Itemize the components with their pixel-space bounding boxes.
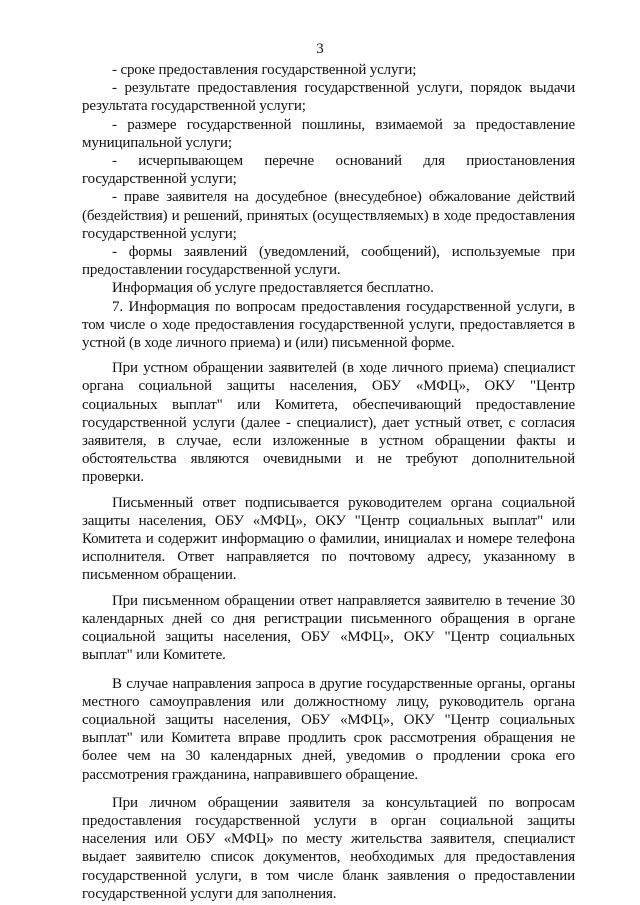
page-number: 3 (316, 41, 324, 57)
paragraph-written-answer: Письменный ответ подписывается руководителем органа социальной защиты населения, ОБУ «МФЦ», ОКУ "Центр социальных выплат" или Комитета и содержит информацию о фамилии, инициалах и номере телефона исполнителя. Ответ направляется по почтовому адресу, указанному в письменном обращении. (82, 494, 575, 584)
paragraph-service-result: - результате предоставления государственной услуги, порядок выдачи результата государственной услуги; (82, 80, 575, 115)
paragraph-application-forms: - формы заявлений (уведомлений, сообщений), используемые при предоставлении государственной услуги. (82, 244, 575, 279)
paragraph-request-extension: В случае направления запроса в другие государственные органы, органы местного самоуправления или должностному лицу, руководитель органа социальной защиты населения, ОБУ «МФЦ», ОКУ "Центр социальных выплат" или Комитета вправе продлить срок рассмотрения обращения не более чем на 30 календарных дней, уведомив о продлении срока его рассмотрения гражданина, направившего обращение. (82, 675, 575, 783)
paragraph-appeal-right: - праве заявителя на досудебное (внесудебное) обжалование действий (бездействия) и решений, принятых (осуществляемых) в ходе предоставления государственной услуги; (82, 189, 575, 242)
paragraph-personal-consultation: При личном обращении заявителя за консультацией по вопросам предоставления государственной услуги в орган социальной защиты населения или ОБУ «МФЦ» по месту жительства заявителя, специалист выдает заявителю список документов, необходимых для предоставления государственной услуги, в том числе бланк заявления о предоставлении государственной услуги для заполнения. (82, 794, 575, 902)
paragraph-oral-request: При устном обращении заявителей (в ходе личного приема) специалист органа социальной защиты населения, ОБУ «МФЦ», ОКУ "Центр социальных выплат" или Комитета, обеспечивающий предоставление государственной услуги (далее - специалист), дает устный ответ, с согласия заявителя, в случае, если изложенные в устном обращении факты и обстоятельства являются очевидными и не требуют дополнительной проверки. (82, 360, 575, 486)
paragraph-suspension-grounds: - исчерпывающем перечне оснований для приостановления государственной услуги; (82, 153, 575, 188)
paragraph-item-7: 7. Информация по вопросам предоставления государственной услуги, в том числе о ходе предоставления государственной услуги, предоставляется в устной (в ходе личного приема) и (или) письменной форме. (82, 298, 575, 352)
paragraph-written-request: При письменном обращении ответ направляется заявителю в течение 30 календарных дней со дня регистрации письменного обращения в органе социальной защиты населения, ОБУ «МФЦ», ОКУ "Центр социальных выплат" или Комитете. (82, 592, 575, 664)
paragraph-service-term: - сроке предоставления государственной услуги; (112, 62, 417, 78)
paragraph-free-info: Информация об услуге предоставляется бесплатно. (112, 280, 434, 297)
document-body (82, 61, 575, 903)
paragraph-state-fee: - размере государственной пошлины, взимаемой за предоставление муниципальной услуги; (82, 116, 575, 151)
